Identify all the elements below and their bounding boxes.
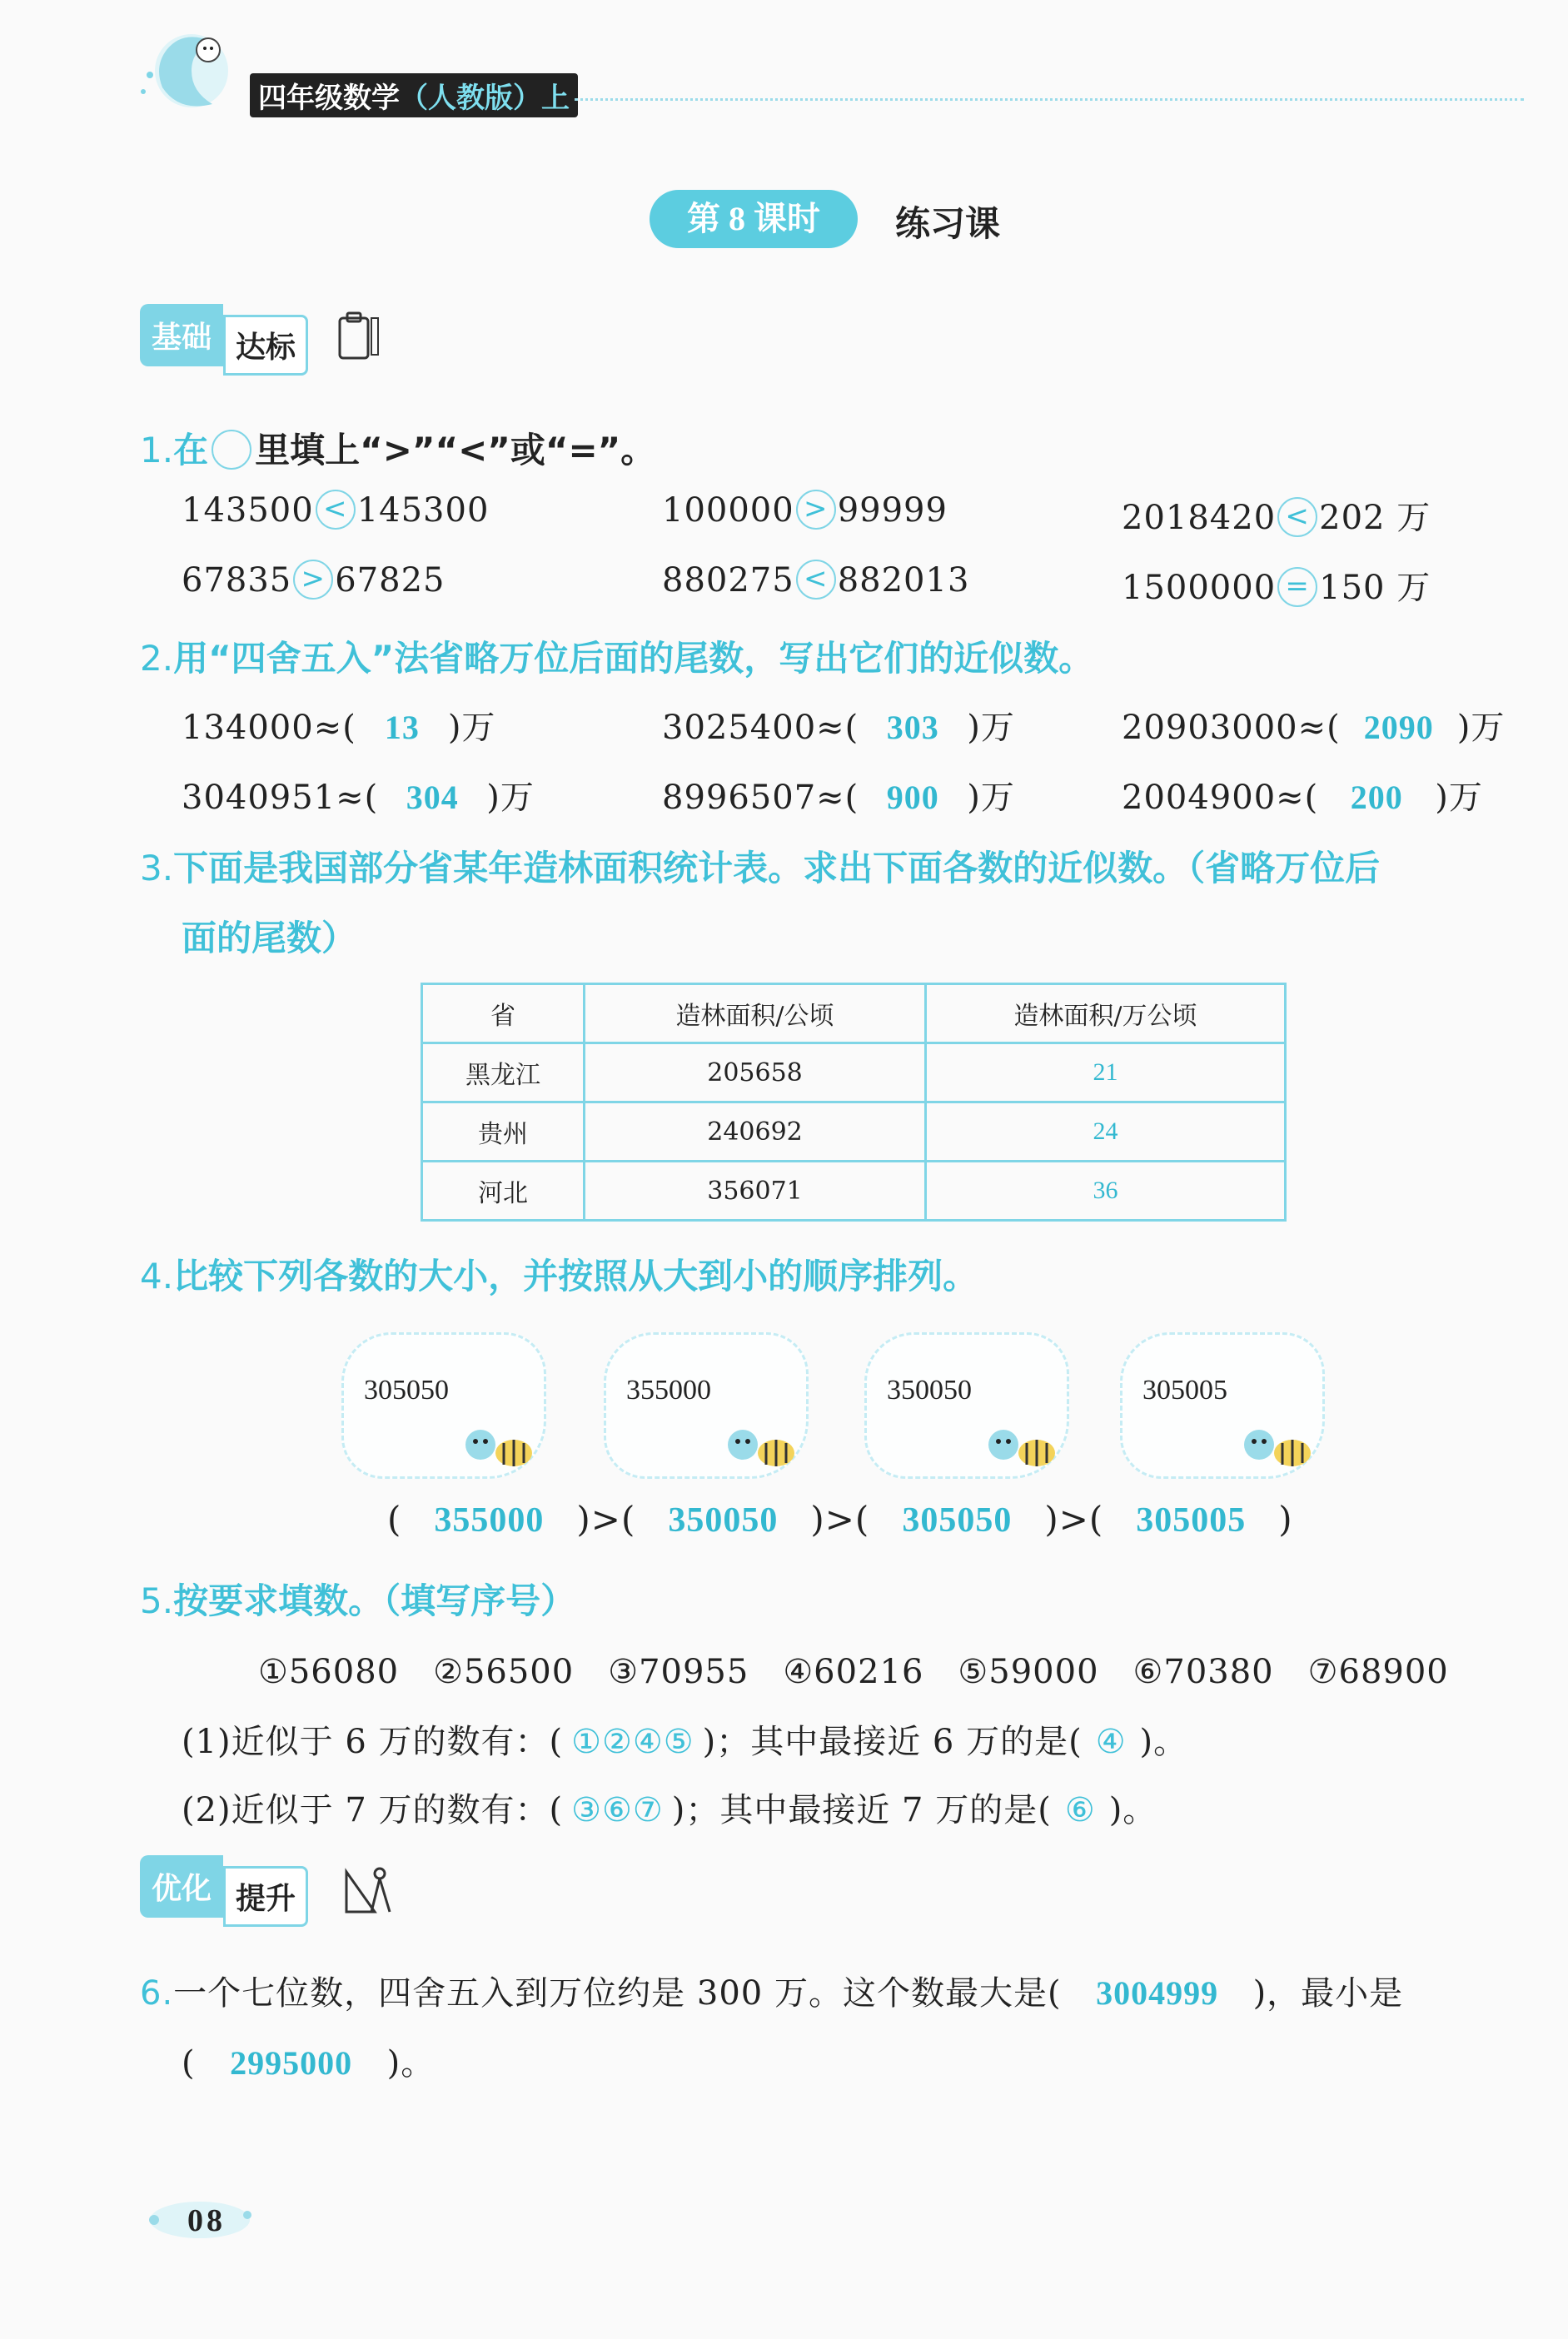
q2-item — [182, 701, 495, 749]
q5-number: 5. — [140, 1580, 174, 1621]
q1-item-a: 1500000 — [1122, 569, 1277, 607]
q5-sub2-answer2[interactable]: ⑥ — [1064, 1791, 1096, 1829]
q1-item-b: 882013 — [837, 561, 970, 600]
q4-open: ( — [387, 1499, 402, 1540]
bee-icon — [1241, 1421, 1316, 1471]
number-cloud — [864, 1332, 1069, 1479]
q3-prompt-continued: 面的尾数） — [182, 918, 357, 958]
cloud-number: 305050 — [364, 1375, 449, 1406]
q4-prompt — [140, 1249, 978, 1299]
lesson-badge — [650, 190, 858, 248]
q6-min-answer[interactable]: 2995000 — [230, 2044, 353, 2082]
q2-item — [1122, 771, 1483, 819]
cloud-number: 355000 — [626, 1375, 711, 1406]
q1-prompt-a: 在 — [173, 430, 209, 470]
q3-prompt — [140, 841, 1380, 891]
q4-sep: )>( — [1044, 1499, 1104, 1540]
q2-item-unit: )万 — [447, 709, 496, 747]
q4-sep: )>( — [810, 1499, 870, 1540]
q3-number: 3. — [140, 848, 174, 888]
q6-line1-pre: 一个七位数，四舍五入到万位约是 300 万。这个数最大是( — [173, 1974, 1062, 2013]
q2-item-unit: )万 — [486, 779, 535, 817]
cloud-number: 350050 — [887, 1375, 972, 1406]
table-row — [422, 1162, 1286, 1221]
q6-max-answer[interactable]: 3004999 — [1096, 1974, 1219, 2012]
clipboard-icon — [336, 310, 383, 366]
q2-item-num: 134000≈( — [182, 709, 356, 747]
q6-line2-end: )。 — [386, 2044, 436, 2083]
q5-sub2-end: )。 — [1108, 1791, 1157, 1829]
q2-number: 2. — [140, 638, 174, 679]
q2-item — [662, 701, 1015, 749]
table-row — [422, 1102, 1286, 1162]
q5-sub1-pre: (1)近似于 6 万的数有：( — [182, 1723, 564, 1761]
q1-item-b: 202 万 — [1319, 499, 1431, 537]
q1-item — [1122, 491, 1431, 540]
q2-answer[interactable]: 2090 — [1363, 709, 1434, 746]
q1-answer-circle[interactable]: < — [1277, 497, 1317, 537]
hectares-cell: 356071 — [585, 1162, 926, 1221]
wan-hectares-answer[interactable]: 36 — [926, 1162, 1286, 1221]
q2-item-unit: )万 — [1456, 709, 1506, 747]
q1-item-b: 99999 — [837, 491, 948, 530]
q4-close: ) — [1278, 1499, 1293, 1540]
q2-prompt — [140, 631, 1093, 681]
bee-icon — [462, 1421, 537, 1471]
q5-prompt-text: 按要求填数。（填写序号） — [173, 1580, 576, 1621]
section-improve-left: 优化 — [140, 1855, 223, 1918]
q1-item-b: 150 万 — [1319, 569, 1431, 607]
lesson-title: 练习课 — [895, 203, 1001, 244]
table-header-cell: 省 — [422, 984, 585, 1043]
q6-line2-pre: ( — [182, 2044, 196, 2083]
q5-sub1 — [182, 1715, 1187, 1763]
q6-line2 — [182, 2037, 435, 2084]
q4-prompt-text: 比较下列各数的大小，并按照从大到小的顺序排列。 — [173, 1256, 978, 1296]
q1-prompt-b: 里填上“>”“<”或“=”。 — [255, 430, 656, 470]
province-cell: 贵州 — [422, 1102, 585, 1162]
table-header-row — [422, 984, 1286, 1043]
table-row — [422, 1043, 1286, 1102]
q5-options: ①56080 ②56500 ③70955 ④60216 ⑤59000 ⑥70380 ⑦68900 — [258, 1653, 1449, 1691]
q2-item-num: 8996507≈( — [662, 779, 859, 817]
section-basic-right: 达标 — [223, 315, 308, 376]
header-divider — [575, 98, 1524, 101]
q4-order-answer-cell[interactable]: 305050 — [902, 1501, 1013, 1540]
q2-item — [182, 771, 535, 819]
number-cloud — [341, 1332, 546, 1479]
q2-item-num: 2004900≈( — [1122, 779, 1319, 817]
q5-sub1-mid: )；其中最接近 6 万的是( — [702, 1723, 1083, 1761]
province-cell: 河北 — [422, 1162, 585, 1221]
q2-answer[interactable]: 900 — [886, 779, 939, 816]
forestation-table — [421, 983, 1287, 1222]
q5-sub2-answer[interactable]: ③⑥⑦ — [571, 1791, 664, 1829]
q2-item-num: 3025400≈( — [662, 709, 859, 747]
book-edition-text: （人教版）上 — [400, 82, 570, 115]
q4-order-answer — [387, 1499, 1293, 1540]
q4-order-answer-cell[interactable]: 305005 — [1136, 1501, 1247, 1540]
q1-item — [662, 491, 948, 533]
q1-item — [1122, 561, 1431, 610]
q4-number: 4. — [140, 1256, 174, 1296]
q5-prompt — [140, 1574, 575, 1624]
book-title-text: 四年级数学 — [258, 82, 400, 115]
q2-item-num: 20903000≈( — [1122, 709, 1341, 747]
q1-prompt — [140, 423, 655, 473]
q2-answer[interactable]: 13 — [384, 709, 420, 746]
q2-item-unit: )万 — [967, 709, 1015, 747]
q2-prompt-text: 用“四舍五入”法省略万位后面的尾数，写出它们的近似数。 — [173, 638, 1094, 679]
q1-item — [182, 561, 446, 603]
hectares-cell: 240692 — [585, 1102, 926, 1162]
q5-sub2 — [182, 1784, 1157, 1831]
q1-item-a: 880275 — [662, 561, 794, 600]
q5-sub1-end: )。 — [1139, 1723, 1188, 1761]
section-improve-badge — [140, 1855, 308, 1918]
bee-icon — [985, 1421, 1060, 1471]
q1-item-a: 2018420 — [1122, 499, 1277, 537]
wan-hectares-answer[interactable]: 21 — [926, 1043, 1286, 1102]
q1-answer-circle[interactable]: < — [316, 490, 356, 530]
number-cloud — [1120, 1332, 1325, 1479]
q5-sub2-mid: )；其中最接近 7 万的是( — [671, 1791, 1052, 1829]
q1-item-a: 100000 — [662, 491, 794, 530]
header-book-title — [250, 73, 578, 117]
q5-sub2-pre: (2)近似于 7 万的数有：( — [182, 1791, 564, 1829]
q1-item-b: 67825 — [335, 561, 446, 600]
q4-order-answer-cell[interactable]: 355000 — [434, 1501, 545, 1540]
bee-icon — [724, 1421, 799, 1471]
q1-item — [662, 561, 969, 603]
q4-order-answer-cell[interactable]: 350050 — [668, 1501, 779, 1540]
q1-item-a: 67835 — [182, 561, 292, 600]
lesson-badge-text: 第 8 课时 — [687, 200, 820, 237]
hectares-cell: 205658 — [585, 1043, 926, 1102]
q2-answer[interactable]: 304 — [406, 779, 459, 816]
q1-number: 1. — [140, 430, 174, 470]
q6-number: 6. — [140, 1974, 174, 2013]
q2-item — [1122, 701, 1505, 749]
q1-item — [182, 491, 489, 533]
q4-sep: )>( — [576, 1499, 636, 1540]
q2-answer[interactable]: 303 — [886, 709, 939, 746]
q3-prompt-line1: 下面是我国部分省某年造林面积统计表。求出下面各数的近似数。（省略万位后 — [173, 848, 1381, 888]
q2-item-num: 3040951≈( — [182, 779, 379, 817]
section-improve-right: 提升 — [223, 1866, 308, 1927]
q2-item — [662, 771, 1015, 819]
page-number: 08 — [187, 2203, 226, 2238]
q5-sub1-answer[interactable]: ①②④⑤ — [571, 1723, 694, 1761]
header-mascot — [133, 25, 241, 117]
q1-item-b: 145300 — [356, 491, 490, 530]
q1-answer-circle[interactable]: = — [1277, 567, 1317, 607]
q5-sub1-answer2[interactable]: ④ — [1095, 1723, 1127, 1761]
q6-line1 — [140, 1967, 1403, 2014]
table-header-cell: 造林面积/公顷 — [585, 984, 926, 1043]
q1-answer-circle[interactable]: > — [796, 490, 836, 530]
number-cloud — [604, 1332, 809, 1479]
q1-answer-circle[interactable]: < — [796, 560, 836, 600]
q6-line1-end: )，最小是 — [1252, 1974, 1404, 2013]
section-basic-badge — [140, 304, 308, 366]
table-header-cell: 造林面积/万公顷 — [926, 984, 1286, 1043]
blank-circle-icon — [212, 430, 251, 470]
q1-answer-circle[interactable]: > — [293, 560, 333, 600]
q2-item-unit: )万 — [1435, 779, 1483, 817]
wan-hectares-answer[interactable]: 24 — [926, 1102, 1286, 1162]
q2-item-unit: )万 — [967, 779, 1015, 817]
q2-answer[interactable]: 200 — [1350, 779, 1403, 816]
q1-item-a: 143500 — [182, 491, 314, 530]
section-basic-left: 基础 — [140, 304, 223, 366]
province-cell: 黑龙江 — [422, 1043, 585, 1102]
cloud-number: 305005 — [1142, 1375, 1227, 1406]
geometry-tools-icon — [341, 1864, 395, 1920]
